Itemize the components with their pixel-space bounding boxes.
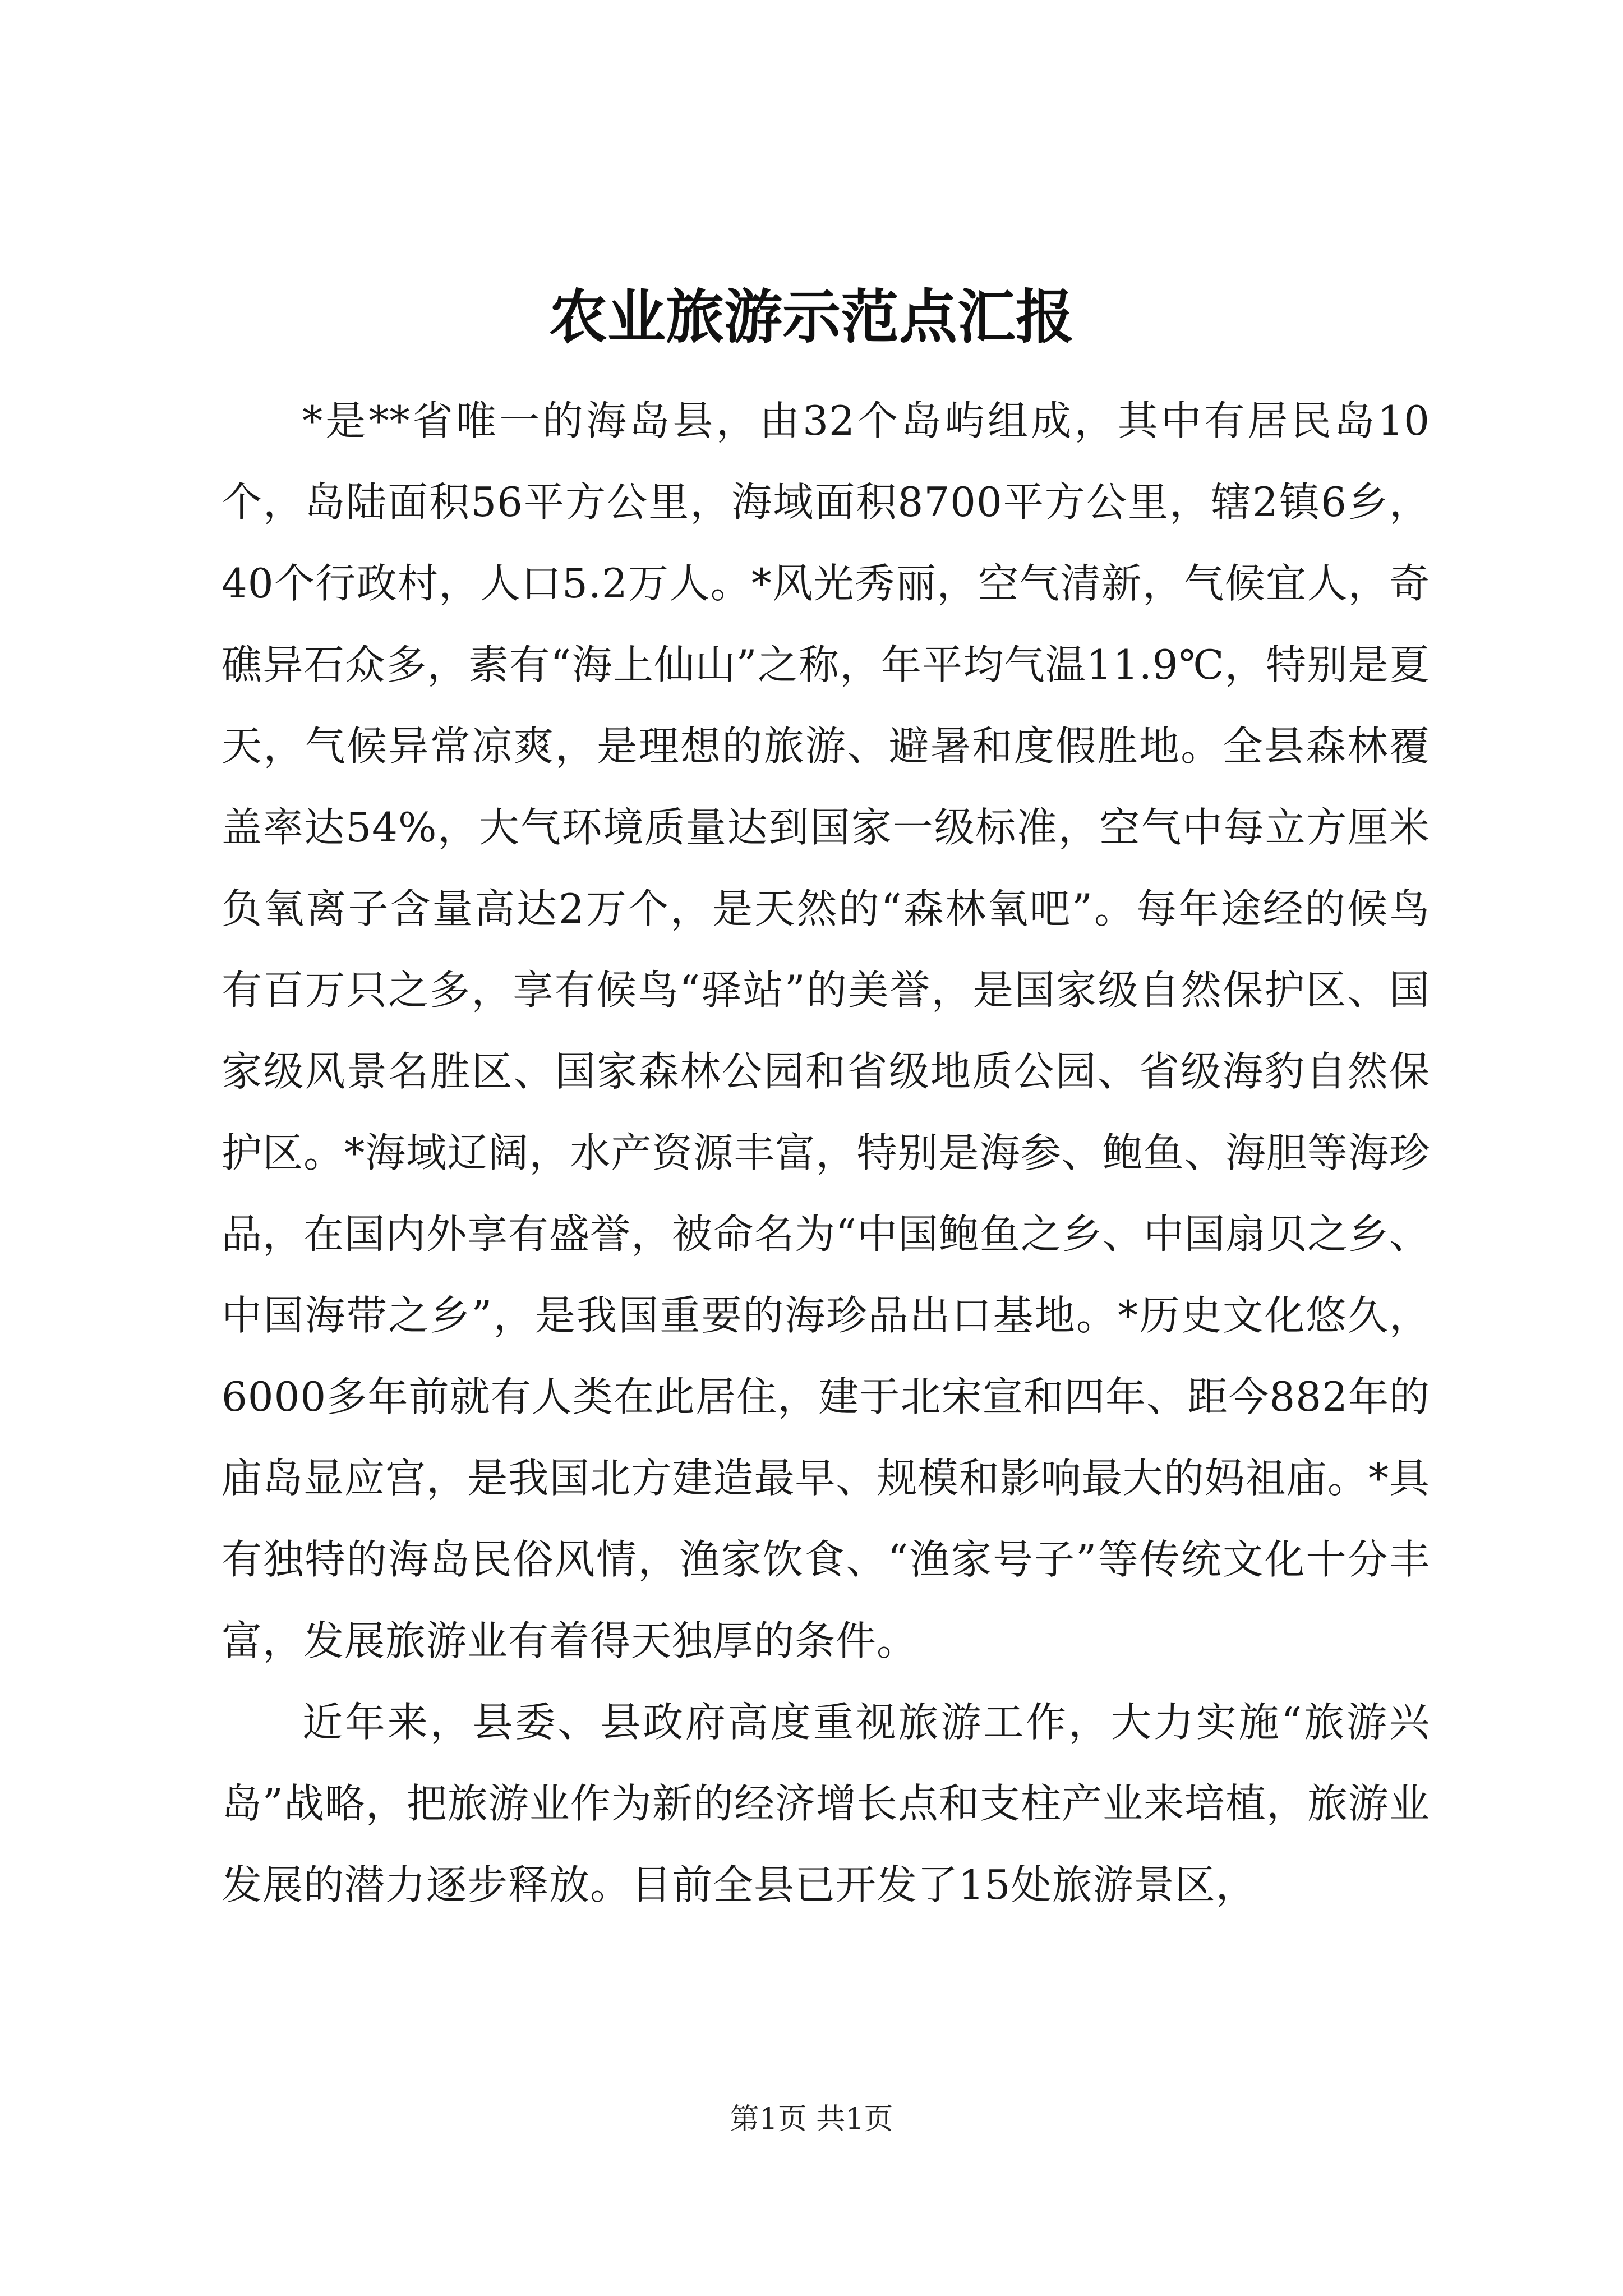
document-title: 农业旅游示范点汇报 bbox=[548, 282, 1074, 351]
paragraph-1: *是**省唯一的海岛县，由32个岛屿组成，其中有居民岛10个，岛陆面积56平方公里，海域面积8700平方公里，辖2镇6乡，40个行政村，人口5.2万人。*风光秀丽，空气清新，气候宜人，奇礁异石众多，素有“海上仙山”之称，年平均气温11.9℃，特别是夏天，气候异常凉爽，是理想的旅游、避暑和度假胜地。全县森林覆盖率达54%，大气环境质量达到国家一级标准，空气中每立方厘米负氧离子含量高达2万个，是天然的“森林氧吧”。每年途经的候鸟有百万只之多，享有候鸟“驿站”的美誉，是国家级自然保护区、国家级风景名胜区、国家森林公园和省级地质公园、省级海豹自然保护区。*海域辽阔，水产资源丰富，特别是海参、鲍鱼、海胆等海珍品，在国内外享有盛誉，被命名为“中国鲍鱼之乡、中国扇贝之乡、中国海带之乡”，是我国重要的海珍品出口基地。*历史文化悠久，6000多年前就有人类在此居住，建于北宋宣和四年、距今882年的庙岛显应宫，是我国北方建造最早、规模和影响最大的妈祖庙。*具有独特的海岛民俗风情，渔家饮食、“渔家号子”等传统文化十分丰富，发展旅游业有着得天独厚的条件。 bbox=[222, 397, 1430, 1664]
document-body bbox=[222, 380, 1430, 1926]
paragraph-2: 近年来，县委、县政府高度重视旅游工作，大力实施“旅游兴岛”战略，把旅游业作为新的经济增长点和支柱产业来培植，旅游业发展的潜力逐步释放。目前全县已开发了15处旅游景区， bbox=[222, 1699, 1430, 1908]
page-footer: 第1页 共1页 bbox=[730, 2102, 893, 2136]
